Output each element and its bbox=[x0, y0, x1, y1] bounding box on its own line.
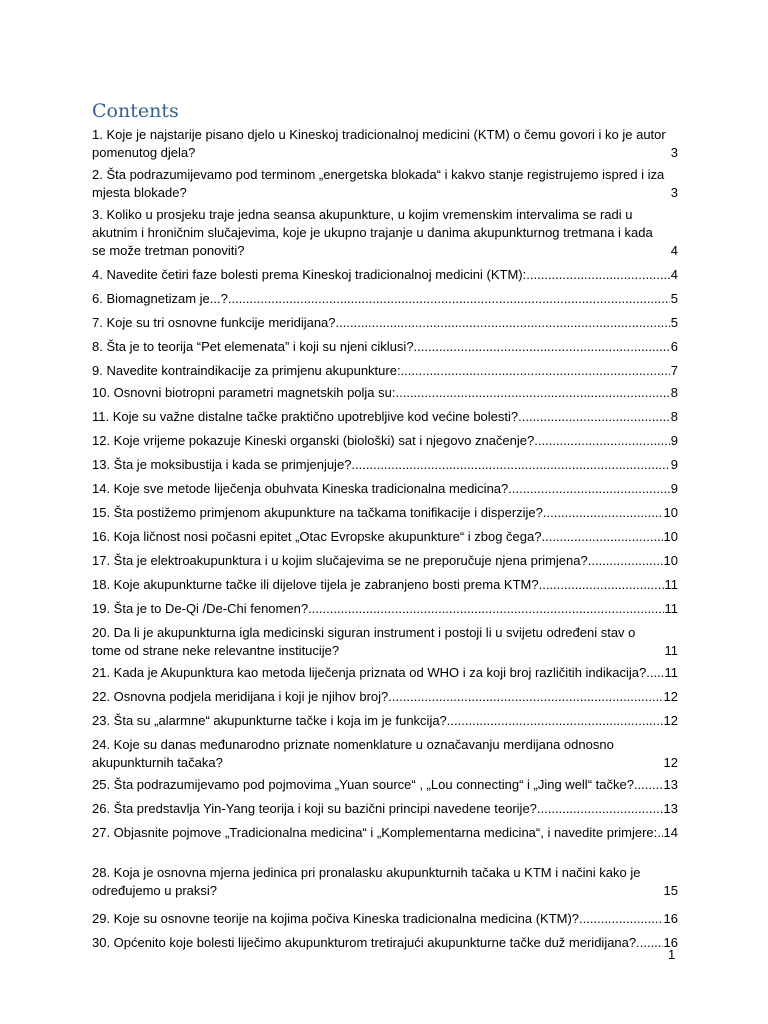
toc-entry-title: 4. Navedite četiri faze bolesti prema Kineskoj tradicionalnoj medicini (KTM): bbox=[92, 267, 527, 282]
toc-entry-page: 10 bbox=[663, 505, 678, 520]
toc-entry[interactable] bbox=[92, 266, 678, 284]
toc-entry-page: 13 bbox=[663, 777, 678, 792]
toc-entry-title: 23. Šta su „alarmne“ akupunkturne tačke i koja im je funkcija? bbox=[92, 713, 447, 728]
toc-entry-title: 24. Koje su danas međunarodno priznate nomenklature u označavanju merdijana odnosno akupunkturnih tačaka? bbox=[92, 737, 614, 770]
toc-entry-title: 19. Šta je to De-Qi /De-Chi fenomen? bbox=[92, 601, 309, 616]
toc-leader-dots bbox=[228, 290, 670, 308]
toc-leader-dots bbox=[401, 362, 670, 380]
toc-entry-page: 10 bbox=[663, 529, 678, 544]
toc-entry-page: 15 bbox=[663, 883, 678, 898]
toc-leader-dots bbox=[518, 408, 670, 426]
toc-entry-page: 14 bbox=[663, 825, 678, 840]
toc-entry-page: 3 bbox=[670, 145, 678, 160]
toc-entry[interactable] bbox=[92, 910, 678, 928]
toc-entry-title: 30. Općenito koje bolesti liječimo akupunkturom tretirajući akupunkturne tačke duž meridijana? bbox=[92, 935, 637, 950]
toc-leader-dots bbox=[396, 384, 670, 402]
toc-leader-dots bbox=[539, 576, 664, 594]
toc-entry[interactable] bbox=[92, 480, 678, 498]
toc-entry-title: 8. Šta je to teorija “Pet elemenata” i koji su njeni ciklusi? bbox=[92, 339, 414, 354]
toc-entry-page: 8 bbox=[670, 409, 678, 424]
toc-entry[interactable] bbox=[92, 290, 678, 308]
toc-entry[interactable] bbox=[92, 456, 678, 474]
toc-entry-title: 3. Koliko u prosjeku traje jedna seansa akupunkture, u kojim vremenskim intervalima se radi u akutnim i hroničnim slučajevima, koje je ukupno trajanje u danima akupunkturnog tretmana i kada se može tretman ponoviti? bbox=[92, 207, 653, 258]
toc-entry-page: 11 bbox=[664, 577, 678, 592]
toc-leader-dots bbox=[308, 600, 663, 618]
toc-leader-dots bbox=[636, 934, 662, 952]
toc-entry-page: 4 bbox=[670, 267, 678, 282]
toc-entry-page: 5 bbox=[670, 291, 678, 306]
toc-entry[interactable] bbox=[92, 126, 678, 162]
toc-entry-page: 5 bbox=[670, 315, 678, 330]
toc-leader-dots bbox=[588, 552, 663, 570]
toc-entry[interactable] bbox=[92, 934, 678, 952]
toc-entry-page: 4 bbox=[670, 243, 678, 258]
toc-entry-title: 27. Objasnite pojmove „Tradicionalna medicina“ i „Komplementarna medicina“, i navedite primjere: bbox=[92, 825, 658, 840]
toc-entry-page: 10 bbox=[663, 553, 678, 568]
toc-entry[interactable] bbox=[92, 864, 678, 900]
toc-entry-page: 9 bbox=[670, 433, 678, 448]
toc-entry-title: 9. Navedite kontraindikacije za primjenu akupunkture: bbox=[92, 363, 401, 378]
toc-entry-title: 26. Šta predstavlja Yin-Yang teorija i koji su bazični principi navedene teorije? bbox=[92, 801, 537, 816]
toc-leader-dots bbox=[336, 314, 670, 332]
toc-entry[interactable] bbox=[92, 166, 678, 202]
toc-entry-title: 29. Koje su osnovne teorije na kojima počiva Kineska tradicionalna medicina (KTM)? bbox=[92, 911, 580, 926]
toc-entry-page: 12 bbox=[663, 689, 678, 704]
toc-entry[interactable] bbox=[92, 688, 678, 706]
toc-entry[interactable] bbox=[92, 504, 678, 522]
toc-entry[interactable] bbox=[92, 528, 678, 546]
toc-leader-dots bbox=[388, 688, 662, 706]
toc-entry-title: 16. Koja ličnost nosi počasni epitet „Otac Evropske akupunkture“ i zbog čega? bbox=[92, 529, 542, 544]
toc-entry-page: 6 bbox=[670, 339, 678, 354]
toc-leader-dots bbox=[447, 712, 663, 730]
toc-entry[interactable] bbox=[92, 314, 678, 332]
toc-entry-page: 11 bbox=[664, 643, 678, 658]
toc-entry-page: 9 bbox=[670, 481, 678, 496]
toc-entry[interactable] bbox=[92, 600, 678, 618]
toc-entry-title: 20. Da li je akupunkturna igla medicinski siguran instrument i postoji li u svijetu određeni stav o tome od strane neke relevantne institucije? bbox=[92, 625, 636, 658]
toc-leader-dots bbox=[414, 338, 670, 356]
toc-entry-title: 22. Osnovna podjela meridijana i koji je njihov broj? bbox=[92, 689, 389, 704]
toc-entry[interactable] bbox=[92, 338, 678, 356]
toc-entry-page: 11 bbox=[664, 601, 678, 616]
toc-entry-page: 12 bbox=[663, 713, 678, 728]
toc-entry[interactable] bbox=[92, 736, 678, 772]
toc-entry[interactable] bbox=[92, 432, 678, 450]
toc-entry-title: 2. Šta podrazumijevamo pod terminom „energetska blokada“ i kakvo stanje registrujemo ispred i iza mjesta blokade? bbox=[92, 167, 665, 200]
toc-leader-dots bbox=[646, 664, 663, 682]
toc-entry[interactable] bbox=[92, 362, 678, 380]
toc-leader-dots bbox=[351, 456, 669, 474]
toc-entry-page: 13 bbox=[663, 801, 678, 816]
toc-entry-title: 15. Šta postižemo primjenom akupunkture na tačkama tonifikacije i disperzije? bbox=[92, 505, 543, 520]
toc-leader-dots bbox=[534, 432, 670, 450]
toc-entry-page: 16 bbox=[663, 911, 678, 926]
toc-entry-title: 17. Šta je elektroakupunktura i u kojim slučajevima se ne preporučuje njena primjena? bbox=[92, 553, 588, 568]
toc-entry-page: 7 bbox=[670, 363, 678, 378]
toc-leader-dots bbox=[508, 480, 670, 498]
toc-entry[interactable] bbox=[92, 384, 678, 402]
toc-entry-title: 14. Koje sve metode liječenja obuhvata Kineska tradicionalna medicina? bbox=[92, 481, 509, 496]
toc-entry-title: 7. Koje su tri osnovne funkcije meridijana? bbox=[92, 315, 336, 330]
toc-leader-dots bbox=[579, 910, 663, 928]
toc-entry-page: 11 bbox=[664, 665, 678, 680]
page-title: Contents bbox=[92, 100, 179, 122]
toc-entry-title: 25. Šta podrazumijevamo pod pojmovima „Yuan source“ , „Lou connecting“ i „Jing well“ tačke? bbox=[92, 777, 634, 792]
toc-entry-page: 12 bbox=[663, 755, 678, 770]
toc-entry[interactable] bbox=[92, 552, 678, 570]
toc-entry[interactable] bbox=[92, 712, 678, 730]
toc-entry-title: 13. Šta je moksibustija i kada se primjenjuje? bbox=[92, 457, 352, 472]
toc-leader-dots bbox=[541, 528, 662, 546]
toc-leader-dots bbox=[634, 776, 663, 794]
toc-entry-title: 11. Koje su važne distalne tačke praktično upotrebljive kod većine bolesti? bbox=[92, 409, 519, 424]
toc-entry-page: 8 bbox=[670, 385, 678, 400]
toc-entry[interactable] bbox=[92, 408, 678, 426]
toc-entry-page: 3 bbox=[670, 185, 678, 200]
toc-entry[interactable] bbox=[92, 824, 678, 842]
toc-leader-dots bbox=[543, 504, 663, 522]
toc-entry-title: 28. Koja je osnovna mjerna jedinica pri pronalasku akupunkturnih tačaka u KTM i načini kako je određujemo u praksi? bbox=[92, 865, 641, 898]
toc-entry[interactable] bbox=[92, 800, 678, 818]
toc-entry-title: 1. Koje je najstarije pisano djelo u Kineskoj tradicionalnoj medicini (KTM) o čemu govori i ko je autor pomenutog djela? bbox=[92, 127, 666, 160]
toc-entry[interactable] bbox=[92, 624, 678, 660]
toc-entry-page: 16 bbox=[663, 935, 678, 950]
toc-entry[interactable] bbox=[92, 776, 678, 794]
toc-entry[interactable] bbox=[92, 664, 678, 682]
toc-leader-dots bbox=[526, 266, 670, 284]
toc-entry-page: 9 bbox=[670, 457, 678, 472]
toc-entry-title: 21. Kada je Akupunktura kao metoda liječenja priznata od WHO i za koji broj različitih indikacija? bbox=[92, 665, 647, 680]
toc-entry[interactable] bbox=[92, 576, 678, 594]
toc-entry[interactable] bbox=[92, 206, 678, 260]
toc-leader-dots bbox=[537, 800, 663, 818]
toc-entry-title: 12. Koje vrijeme pokazuje Kineski organski (biološki) sat i njegovo značenje? bbox=[92, 433, 535, 448]
page-number: 1 bbox=[668, 947, 676, 962]
toc-entry-title: 10. Osnovni biotropni parametri magnetskih polja su: bbox=[92, 385, 396, 400]
toc-entry-title: 6. Biomagnetizam je...? bbox=[92, 291, 228, 306]
toc-entry-title: 18. Koje akupunkturne tačke ili dijelove tijela je zabranjeno bosti prema KTM? bbox=[92, 577, 539, 592]
